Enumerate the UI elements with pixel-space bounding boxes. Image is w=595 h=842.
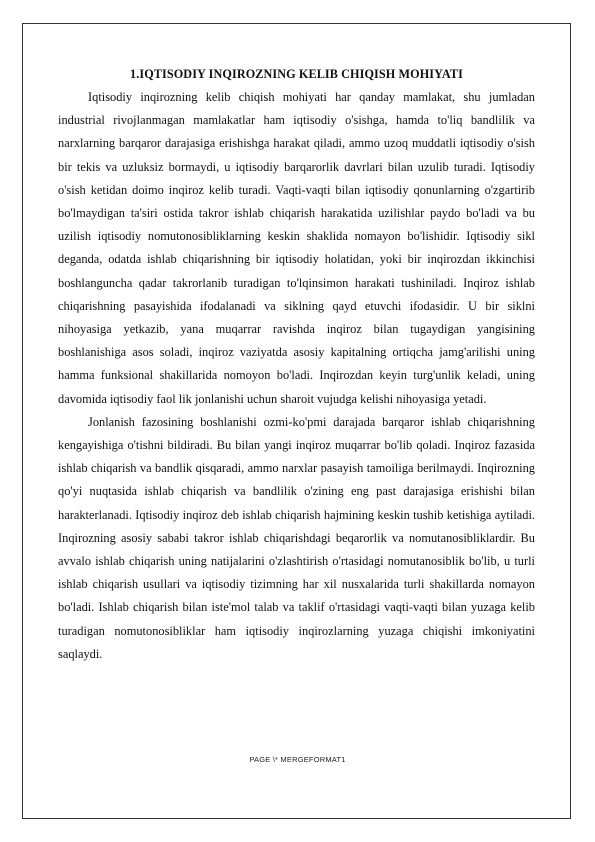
paragraph-1: Iqtisodiy inqirozning kelib chiqish mohiyati har qanday mamlakat, shu jumladan industrial rivojlanmagan mamlakatlar ham iqtisodiy o'sishga, hamda to'liq bandlilik va narxlarning barqaror darajasiga erishishga harakat qiladi, ammo uzoq muddatli iqtisodiy o'sish bir tekis va uzluksiz bormaydi, u iqtisodiy barqarorlik davrlari bilan uzulib turadi. Iqtisodiy o'sish ketidan doimo inqiroz kelib turadi. Vaqti-vaqti bilan iqtisodiy qonunlarning o'zgartirib bo'lmaydigan ta'siri ostida takror ishlab chiqarish harakatida uzilishlar paydo bo'ladi va bu uzilish iqtisodiy nomutonosibliklarning keskin shaklida nomayon bo'lishidir. Iqtisodiy sikl deganda, odatda ishlab chiqarishning bir iqtisodiy holatidan, yoki bir inqirozdan ikkinchisi boshlanguncha qadar takrorlanib turadigan to'lqinsimon harakati tushiniladi. Inqiroz ishlab chiqarishning pasayishida ifodalanadi va siklning qayd etuvchi ifodasidir. U bir siklni nihoyasiga yetkazib, yana muqarrar ravishda inqiroz bilan tugaydigan yangisining boshlanishiga asos soladi, inqiroz vaziyatda asosiy kapitalning ortiqcha jamg'arilishi uning hamma funksional shakillarida nomoyon bo'ladi. Inqirozdan keyin turg'unlik keladi, uning davomida iqtisodiy faol lik jonlanishi uchun sharoit vujudga kelishi nihoyasiga yetadi. [58, 90, 535, 406]
page-footer: PAGE \* MERGEFORMAT1 [249, 755, 346, 764]
paragraph-2: Jonlanish fazosining boshlanishi ozmi-ko'pmi darajada barqaror ishlab chiqarishning kengayishiga o'tishni bildiradi. Bu bilan yangi inqiroz muqarrar bo'lib qoladi. Inqiroz fazasida ishlab chiqarish va bandlik qisqaradi, ammo narxlar pasayish tamoiliga berilmaydi. Inqirozning qo'yi nuqtasida ishlab chiqarish va bandlilik o'zining eng past darajasiga erishishi bilan harakterlanadi. Iqtisodiy inqiroz deb ishlab chiqarish hajmining keskin tushib ketishiga aytiladi. Inqirozning asosiy sababi takror ishlab chiqarishdagi beqarorlik va nomutanosibliklardir. Bu avvalo ishlab chiqarish uning natijalarini o'zlashtirish o'rtasidagi nomutanosiblik bo'lib, u turli ishlab chiqarish usullari va iqtisodiy tizimning har xil nusxalarida turli shakillarda nomayon bo'ladi. Ishlab chiqarish bilan iste'mol talab va taklif o'rtasidagi vaqti-vaqti bilan yuzaga kelib turadigan nomutonosibliklar ham iqtisodiy inqirozlarning yuzaga chiqishi imkoniyatini saqlaydi. [58, 414, 535, 661]
document-body [58, 66, 535, 666]
document-title: 1.IQTISODIY INQIROZNING KELIB CHIQISH MOHIYATI [130, 67, 463, 81]
